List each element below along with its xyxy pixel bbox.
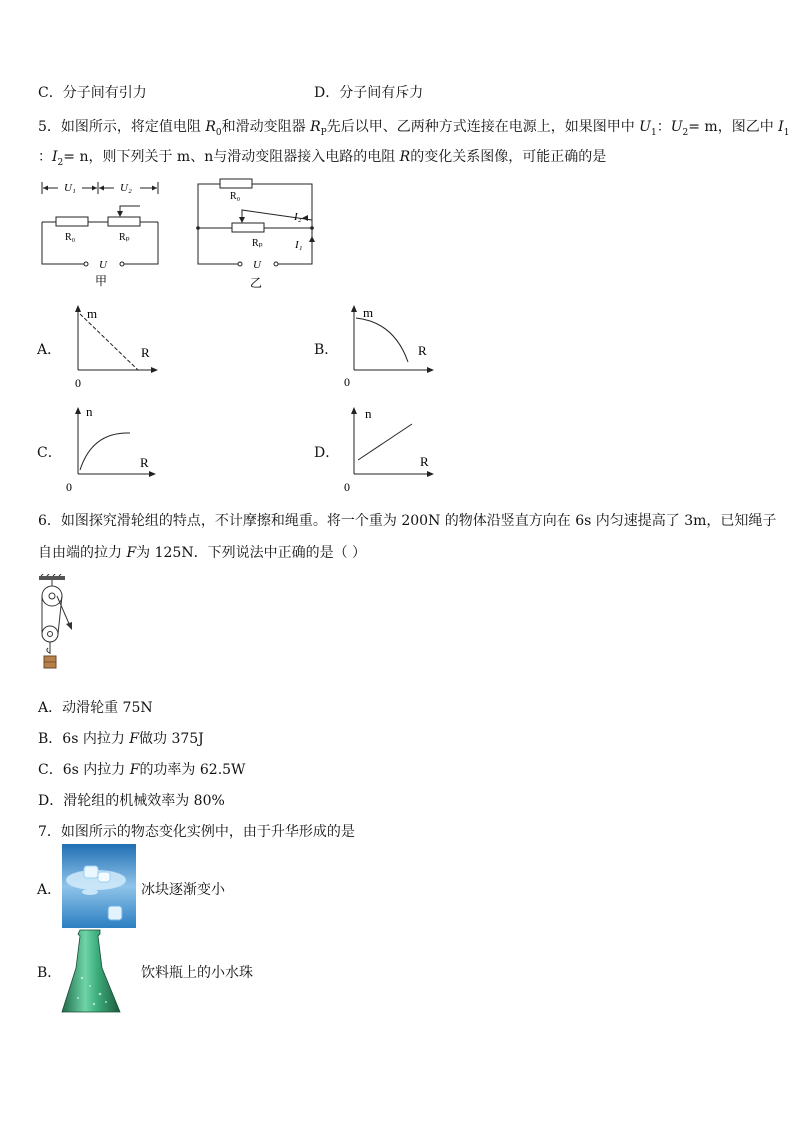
q6-option-a: A．动滑轮重 75N xyxy=(38,700,153,716)
y-axis-label: n xyxy=(365,406,372,421)
label-u: U xyxy=(253,259,261,271)
x-axis-label: R xyxy=(141,345,150,360)
q4-option-c: C．分子间有引力 xyxy=(38,85,147,101)
label-u1: U₁ xyxy=(64,182,76,194)
origin-label: 0 xyxy=(75,376,81,390)
circuit-jia-diagram xyxy=(36,172,166,294)
ice-cubes-image xyxy=(62,844,136,928)
origin-label: 0 xyxy=(344,375,350,389)
bottle-with-droplets-image xyxy=(60,928,138,1014)
q5-option-d-letter: D． xyxy=(314,445,340,461)
label-i2: I₂ xyxy=(294,211,302,223)
q5-option-d-graph xyxy=(340,400,440,495)
label-r0: R₀ xyxy=(230,191,241,202)
q7-option-a-text: 冰块逐渐变小 xyxy=(141,882,225,898)
q5-option-a-graph xyxy=(68,300,168,395)
label-u: U xyxy=(99,259,107,271)
x-axis-label: R xyxy=(420,454,429,469)
q5-option-b-graph xyxy=(344,300,444,395)
label-rp: Rₚ xyxy=(252,238,263,249)
y-axis-label: m xyxy=(363,305,374,320)
q4-option-d: D．分子间有斥力 xyxy=(314,85,424,101)
q5-stem-line2: ：$I_2= n$，则下列关于 m、n与滑动变阻器接入电路的电阻 R的变化关系图像，可能正确的是 xyxy=(38,149,607,168)
label-rp: Rₚ xyxy=(119,232,130,243)
pulley-system-diagram xyxy=(36,574,86,680)
q5-option-c-letter: C． xyxy=(37,445,62,461)
q7-option-b-letter: B． xyxy=(37,965,62,981)
q6-stem-line2: 自由端的拉力 F为 125N．下列说法中正确的是（ ） xyxy=(38,545,367,561)
label-jia: 甲 xyxy=(95,274,108,288)
q7-option-b-text: 饮料瓶上的小水珠 xyxy=(141,965,253,981)
q6-stem-line1: 6．如图探究滑轮组的特点，不计摩擦和绳重。将一个重为 200N 的物体沿竖直方向在 6s 内匀速提高了 3m，已知绳子 xyxy=(38,513,777,529)
x-axis-label: R xyxy=(418,343,427,358)
label-r0: R₀ xyxy=(65,232,76,243)
y-axis-label: m xyxy=(87,306,98,321)
q5-option-b-letter: B． xyxy=(314,342,339,358)
origin-label: 0 xyxy=(344,480,350,494)
circuit-yi-diagram xyxy=(190,172,322,294)
q5-option-c-graph xyxy=(64,400,164,495)
label-u2: U₂ xyxy=(120,182,132,194)
origin-label: 0 xyxy=(66,480,72,494)
q7-stem: 7．如图所示的物态变化实例中，由于升华形成的是 xyxy=(38,824,355,840)
y-axis-label: n xyxy=(86,404,93,419)
q6-option-c: C．6s 内拉力 F的功率为 62.5W xyxy=(38,762,246,778)
label-i1: I₁ xyxy=(295,239,303,251)
q7-option-a-letter: A． xyxy=(37,882,62,898)
q6-option-d: D．滑轮组的机械效率为 80% xyxy=(38,793,225,809)
label-yi: 乙 xyxy=(250,276,263,290)
x-axis-label: R xyxy=(140,455,149,470)
q5-option-a-letter: A． xyxy=(37,342,62,358)
q6-option-b: B．6s 内拉力 F做功 375J xyxy=(38,731,204,747)
q5-stem-line1: 5．如图所示，将定值电阻 $R_0$和滑动变阻器 $R_P$先后以甲、乙两种方式连接在电源上，如果图甲中 $U_1$：$U_2= m$，图乙中 $I_1$ xyxy=(38,119,790,138)
